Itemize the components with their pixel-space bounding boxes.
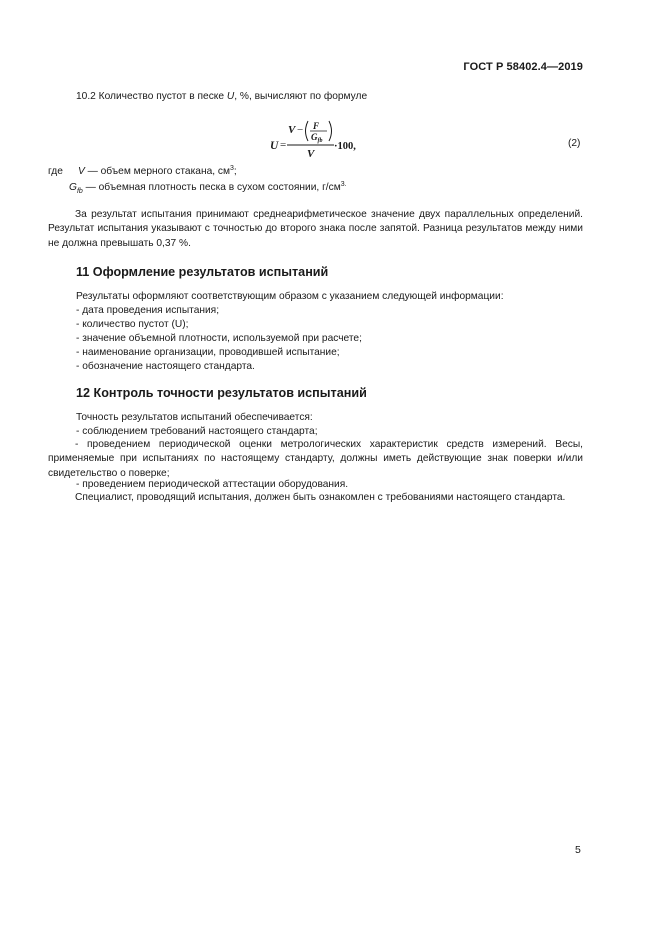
formula-outer-denominator: V bbox=[307, 148, 315, 160]
definition-v-sup: 3 bbox=[230, 165, 234, 172]
list-item: - наименование организации, проводившей испытание; bbox=[76, 346, 340, 358]
definition-gfb-text: — объемная плотность песка в сухом состоянии, г/см bbox=[82, 182, 341, 193]
formula-equals: = bbox=[280, 139, 287, 151]
section-12-item-2: - проведением периодической оценки метрологических характеристик средств измерений. Весы, применяемые при испытаниях по настоящему стандарту, должны иметь действующие знак поверки и/или свидетельство о поверке; bbox=[48, 439, 583, 479]
definition-v-text: — объем мерного стакана, см bbox=[84, 166, 230, 177]
formula-multiplier: ·100, bbox=[334, 141, 356, 152]
document-code-header: ГОСТ Р 58402.4—2019 bbox=[463, 61, 583, 73]
section-10-2-intro bbox=[76, 90, 367, 104]
formula-minus: − bbox=[297, 124, 304, 136]
list-item: - обозначение настоящего стандарта. bbox=[76, 360, 255, 372]
definition-v bbox=[78, 165, 237, 179]
formula-inner-numerator: F bbox=[313, 121, 320, 131]
formula-right-paren bbox=[329, 121, 332, 141]
intro-suffix: , %, вычисляют по формуле bbox=[234, 91, 368, 102]
definition-gfb-sup: 3. bbox=[340, 181, 347, 188]
section-11-list bbox=[76, 304, 362, 374]
where-word: где bbox=[48, 166, 63, 177]
formula-inner-den-subscript: fb bbox=[317, 138, 323, 144]
page-number: 5 bbox=[575, 844, 581, 856]
intro-prefix: 10.2 Количество пустот в песке bbox=[76, 91, 227, 102]
list-item: - количество пустот (U); bbox=[76, 318, 189, 330]
section-12-heading: 12 Контроль точности результатов испытаний bbox=[76, 386, 367, 400]
definition-v-symbol: V bbox=[78, 166, 85, 177]
list-item: - дата проведения испытания; bbox=[76, 305, 220, 316]
formula-lhs: U bbox=[270, 140, 279, 152]
section-12-item-1: - соблюдением требований настоящего стандарта; bbox=[76, 426, 318, 437]
formula-minuend: V bbox=[288, 124, 296, 136]
definition-gfb-subscript: fb bbox=[76, 188, 83, 196]
formula-inner-denominator bbox=[311, 132, 323, 144]
result-paragraph: За результат испытания принимают среднеарифметическое значение двух параллельных определений. Результат испытания указывают с точностью до второго знака после запятой. Разница результатов между ними не должна превышать 0,37 %. bbox=[48, 209, 583, 249]
section-11-intro: Результаты оформляют соответствующим образом с указанием следующей информации: bbox=[76, 291, 504, 302]
section-11-heading: 11 Оформление результатов испытаний bbox=[76, 265, 329, 279]
section-12-closing: Специалист, проводящий испытания, должен быть ознакомлен с требованиями настоящего стандарта. bbox=[75, 492, 566, 503]
list-item: - значение объемной плотности, используемой при расчете; bbox=[76, 332, 362, 344]
void-content-formula bbox=[270, 118, 380, 162]
section-12-item-3: - проведением периодической аттестации оборудования. bbox=[76, 479, 349, 490]
formula-inner-den-symbol: G bbox=[311, 132, 318, 142]
formula-left-paren bbox=[306, 121, 309, 141]
definition-gfb bbox=[69, 181, 347, 199]
intro-variable: U bbox=[226, 91, 235, 102]
definition-v-tail: ; bbox=[233, 166, 237, 177]
section-12-intro: Точность результатов испытаний обеспечивается: bbox=[76, 412, 313, 423]
formula-number: (2) bbox=[568, 138, 581, 149]
definition-gfb-symbol: G bbox=[69, 182, 77, 193]
